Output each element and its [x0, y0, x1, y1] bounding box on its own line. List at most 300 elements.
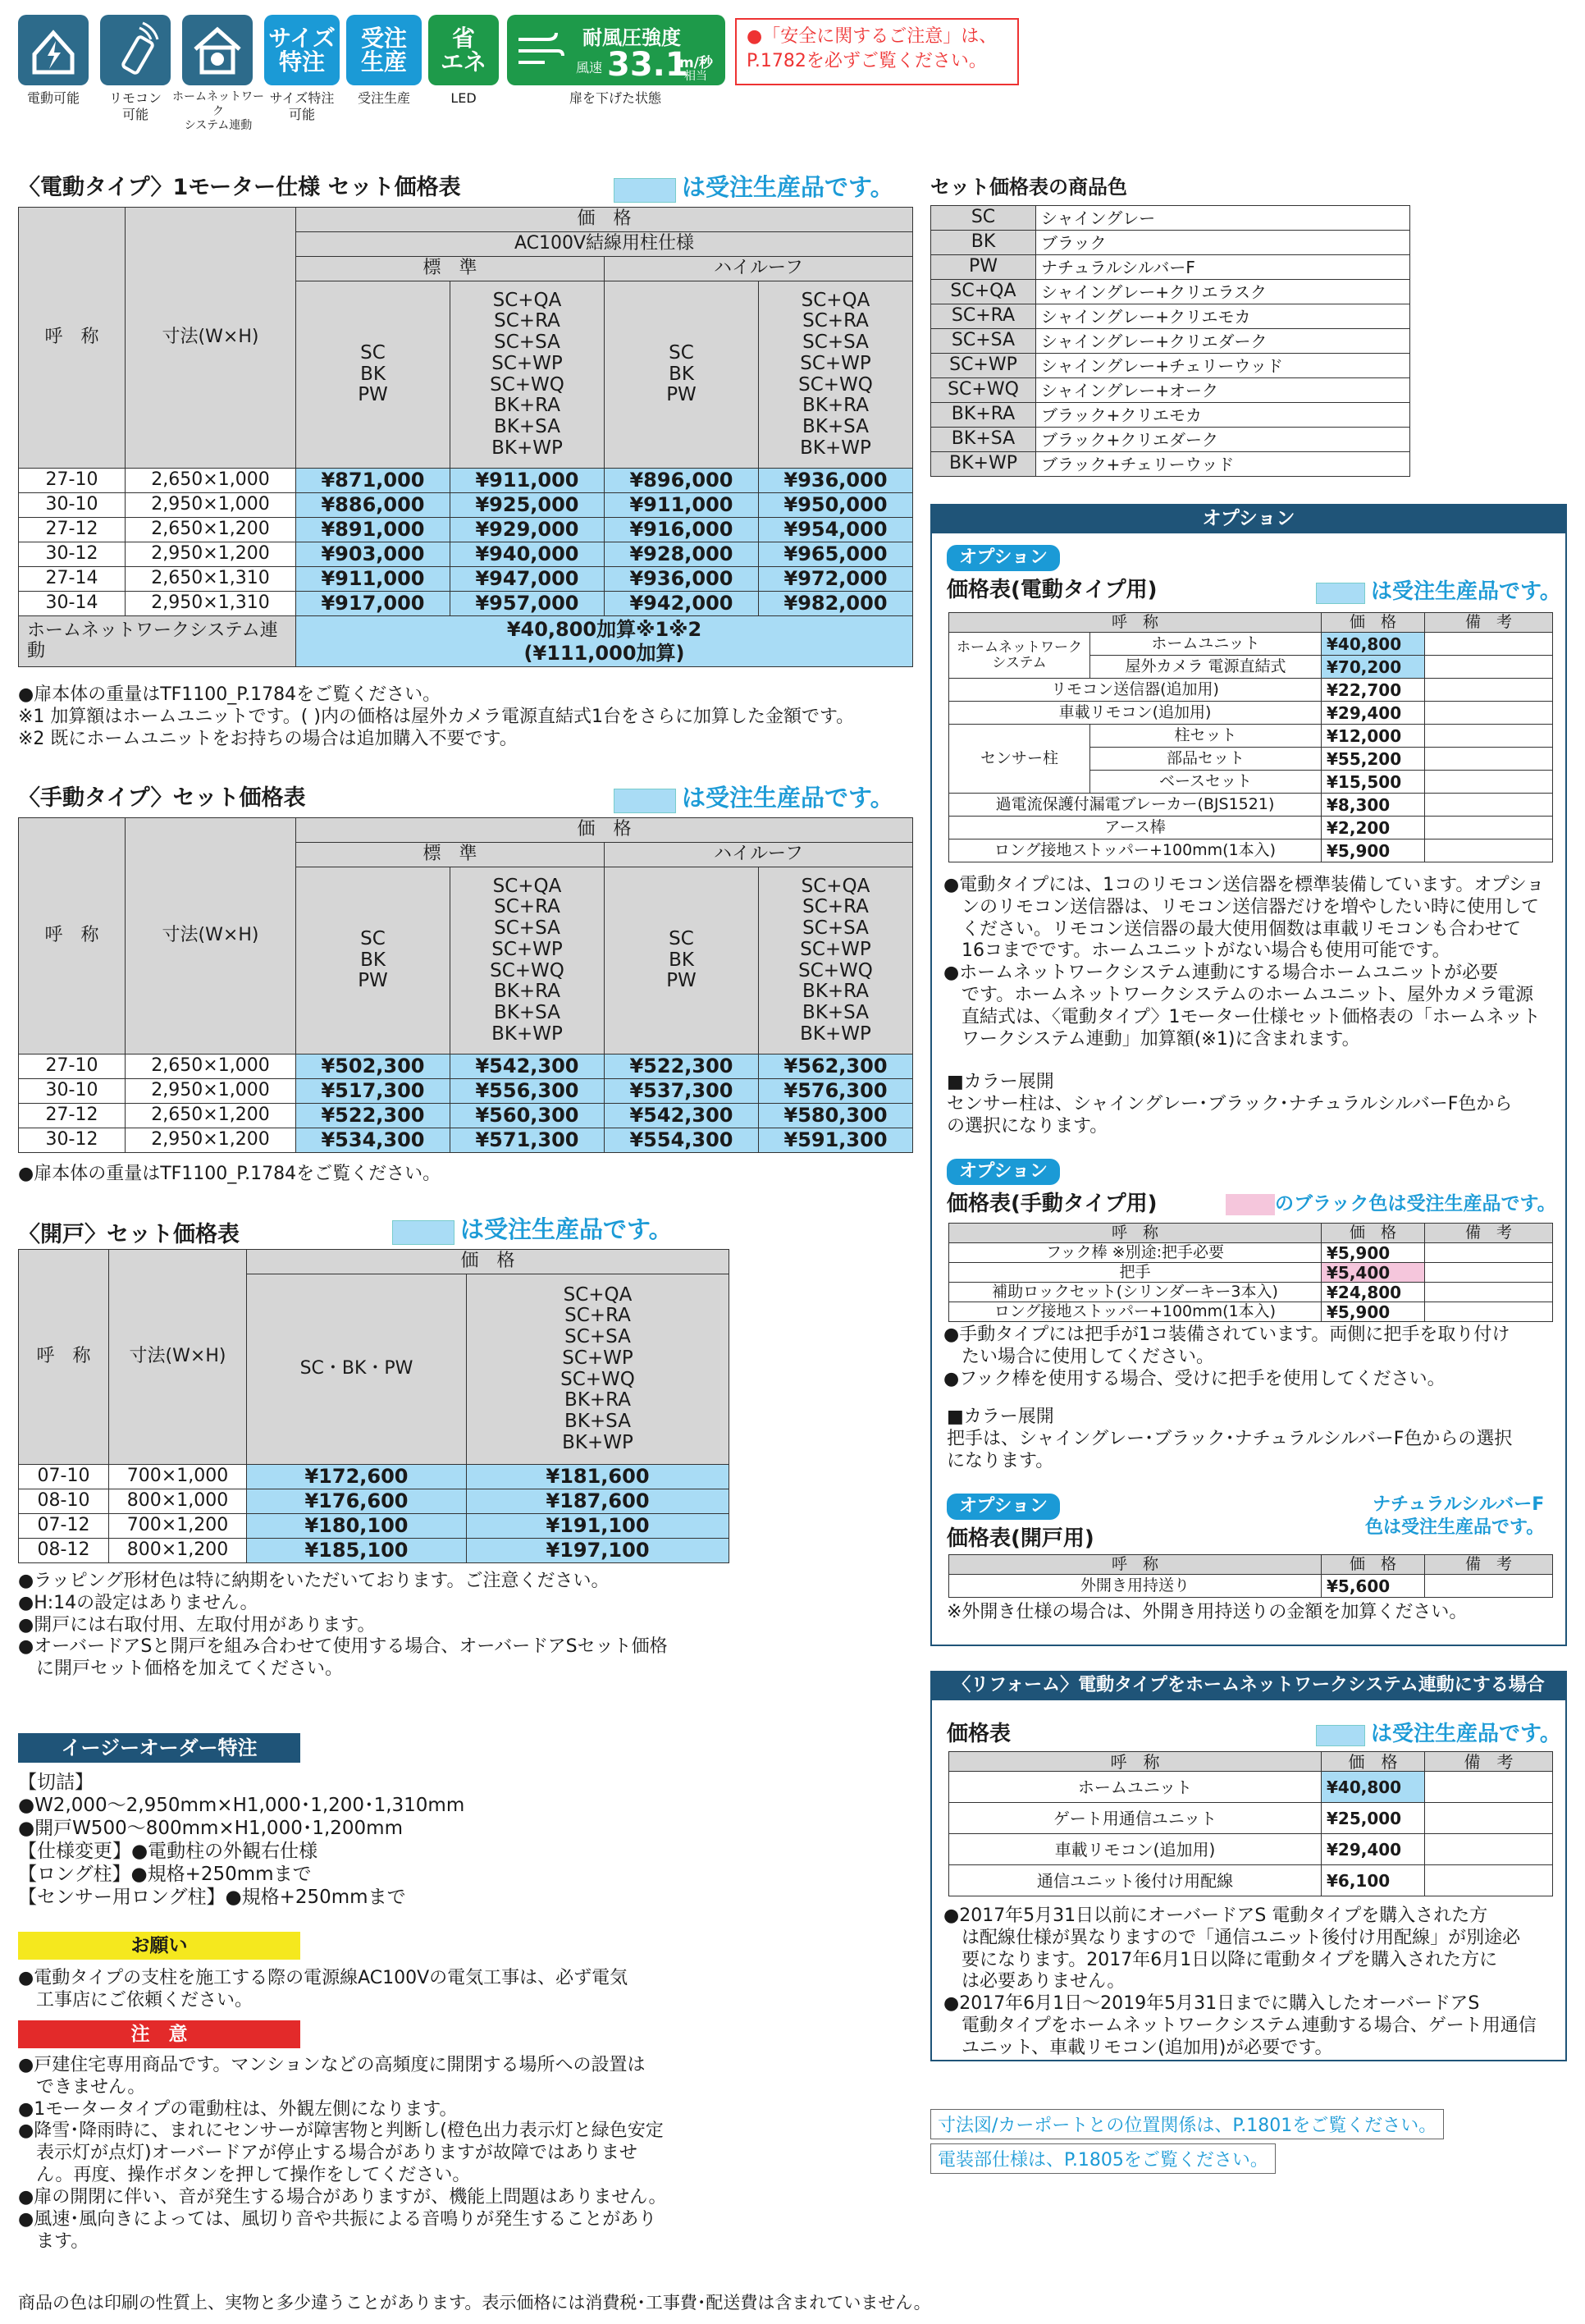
row-price: ¥180,100: [247, 1514, 467, 1539]
reform-table: [948, 1751, 1553, 1896]
opt-s3-price: ¥15,500: [1322, 771, 1425, 794]
table-row: [931, 304, 1410, 329]
row-size: 800×1,200: [109, 1539, 247, 1563]
row-name: 30-10: [19, 1079, 126, 1104]
reform-title: 価格表: [947, 1722, 1012, 1746]
row-name: 27-10: [19, 469, 126, 493]
table-row: [19, 1079, 913, 1104]
option-elec-notes: ●電動タイプには、1コのリモコン送信器を標準装備しています。オプショ ンのリモコン送信器は、リモコン送信器だけを増やしたい時に使用して ください。リモコン送信器の最大使用個数は車載リモコンも合わせて 16コまでです。ホームユニットがない場合も使用可能です。 ●ホームネットワークシステム連動にする場合ホームユニットが必要 です。ホームネットワークシステムのホームユニット、屋外カメラ電源 直結式は、〈電動タイプ〉1モーター仕様セット価格表の「ホームネット ワークシステム連動」加算額(※1)に含まれます。: [943, 875, 1545, 1050]
opt-stopper: ロング接地ストッパー+100mm(1本入): [949, 839, 1322, 862]
h-hi: ハイルーフ: [605, 257, 913, 281]
h-kakaku: 価 格: [296, 208, 913, 232]
table-row: [931, 378, 1410, 403]
option-manual-notes: ●手動タイプには把手が1コ装備されています。両側に把手を取り付け たい場合に使用してください。 ●フック棒を使用する場合、受けに把手を使用してください。: [943, 1324, 1510, 1389]
row-price: ¥925,000: [450, 493, 605, 518]
row-name: 27-12: [19, 1104, 126, 1128]
h-std: 標 準: [296, 843, 605, 867]
opt-s2: 部品セット: [1090, 748, 1322, 771]
legend-swatch: [614, 178, 676, 203]
table-row: [931, 206, 1410, 231]
home-price: ¥40,800加算※1※2 (¥111,000加算): [296, 616, 913, 667]
row-price: ¥982,000: [759, 592, 913, 616]
row-name: 27-14: [19, 567, 126, 592]
icon-label-juchu: 受注生産: [357, 90, 410, 106]
option-manual-table: [948, 1223, 1553, 1322]
row-name: 08-10: [19, 1489, 109, 1514]
opt-home-group: ホームネットワーク システム: [949, 633, 1090, 679]
opt-note-cell: [1425, 1243, 1553, 1263]
option-pill-manual: オプション: [947, 1159, 1060, 1185]
col-a: SC BK PW: [296, 281, 450, 469]
opt-s1-price: ¥12,000: [1322, 725, 1425, 748]
legend-swatch: [1316, 1725, 1365, 1746]
row-price: ¥537,300: [605, 1079, 759, 1104]
legend-text: は受注生産品です。: [682, 784, 894, 812]
row-price: ¥929,000: [450, 518, 605, 542]
row-price: ¥591,300: [759, 1128, 913, 1153]
juchu-badge: 受注 生産: [346, 15, 422, 85]
easy-order-body: 【切詰】 ●W2,000〜2,950mm×H1,000･1,200･1,310mm ●開戸W500〜800mm×H1,000･1,200mm 【仕様変更】●電動柱の外観右仕様 【ロング柱】●規格+250mmまで 【センサー用ロング柱】●規格+250mmまで: [18, 1772, 465, 1909]
reform-price: ¥29,400: [1322, 1834, 1425, 1865]
row-price: ¥562,300: [759, 1054, 913, 1079]
house-icon: [182, 15, 253, 85]
row-name: 30-14: [19, 592, 126, 616]
wind-unit: m/秒: [679, 55, 713, 71]
row-name: 07-10: [19, 1465, 109, 1489]
color-name: シャイングレー+クリエダーク: [1036, 329, 1410, 354]
row-price: ¥942,000: [605, 592, 759, 616]
row-size: 2,650×1,200: [126, 518, 296, 542]
opt-note-cell: [1425, 1302, 1553, 1322]
table-row: [949, 1772, 1553, 1803]
color-code: SC+WQ: [931, 378, 1036, 403]
juchu-legend-electric: [614, 169, 894, 203]
opt-sensor-group: センサー柱: [949, 725, 1090, 794]
h-opt-note: 備 考: [1425, 1224, 1553, 1243]
table-row: [19, 1104, 913, 1128]
row-price: ¥522,300: [296, 1104, 450, 1128]
opt-camera: 屋外カメラ 電源直結式: [1090, 656, 1322, 679]
icon-label-size: サイズ特注 可能: [269, 90, 335, 122]
opt-manual-price: ¥5,900: [1322, 1302, 1425, 1322]
table-row: [19, 1489, 729, 1514]
electric-icon: [18, 15, 89, 85]
ref-dimension: 寸法図/カーポートとの位置関係は、P.1801をご覧ください。: [930, 2109, 1444, 2139]
h-opt-price: 価 格: [1322, 613, 1425, 633]
row-price: ¥911,000: [450, 469, 605, 493]
color-name: ブラック+チェリーウッド: [1036, 452, 1410, 477]
table-row: [931, 231, 1410, 255]
shoene-badge: 省 エネ: [428, 15, 499, 85]
opt-note-cell: [1425, 1283, 1553, 1302]
ref-electric-spec: 電装部仕様は、P.1805をご覧ください。: [930, 2143, 1276, 2174]
electric-title: 〈電動タイプ〉1モーター仕様 セット価格表: [18, 175, 461, 200]
row-price: ¥522,300: [605, 1054, 759, 1079]
row-price: ¥896,000: [605, 469, 759, 493]
color-code: BK+RA: [931, 403, 1036, 428]
opt-manual-item: ロング接地ストッパー+100mm(1本入): [949, 1302, 1322, 1322]
row-size: 700×1,200: [109, 1514, 247, 1539]
color-code: SC+RA: [931, 304, 1036, 329]
row-price: ¥947,000: [450, 567, 605, 592]
opt-home-unit-price: ¥40,800: [1322, 633, 1425, 656]
icon-label-wind: 扉を下げた状態: [569, 90, 661, 106]
reform-item: 通信ユニット後付け用配線: [949, 1865, 1322, 1896]
table-row: [19, 567, 913, 592]
pink-swatch: [1226, 1194, 1275, 1215]
easy-order-bar: イージーオーダー特注: [18, 1733, 300, 1763]
col-b: SC+QA SC+RA SC+SA SC+WP SC+WQ BK+RA BK+SA BK+WP: [467, 1274, 729, 1465]
row-price: ¥891,000: [296, 518, 450, 542]
table-row: [949, 1803, 1553, 1834]
row-size: 2,650×1,310: [126, 567, 296, 592]
row-price: ¥957,000: [450, 592, 605, 616]
h-opt-name: 呼 称: [949, 1752, 1322, 1772]
table-row: [19, 1128, 913, 1153]
color-code: BK: [931, 231, 1036, 255]
col-a: SC BK PW: [605, 867, 759, 1054]
onegai-body: ●電動タイプの支柱を施工する際の電源線AC100Vの電気工事は、必ず電気 工事店にご依頼ください。: [18, 1968, 628, 2011]
opt-remote: リモコン送信器(追加用): [949, 679, 1322, 702]
row-name: 30-10: [19, 493, 126, 518]
color-name: シャイングレー+チェリーウッド: [1036, 354, 1410, 378]
row-size: 2,950×1,000: [126, 1079, 296, 1104]
wind-title: 耐風圧強度: [582, 26, 681, 49]
opt-note-cell: [1425, 1263, 1553, 1283]
icon-label-home-network: ホームネットワーク システム連動: [172, 90, 264, 132]
opt-s3: ベースセット: [1090, 771, 1322, 794]
reform-item: 車載リモコン(追加用): [949, 1834, 1322, 1865]
color-name: ブラック+クリエダーク: [1036, 428, 1410, 452]
row-price: ¥936,000: [759, 469, 913, 493]
table-row: [949, 1283, 1553, 1302]
juchu-legend-reform: [1316, 1717, 1561, 1747]
opt-note-cell: [1425, 656, 1553, 679]
row-name: 07-12: [19, 1514, 109, 1539]
juchu-legend-door: [392, 1211, 673, 1245]
opt-manual-item: 把手: [949, 1263, 1322, 1283]
legend-text: は受注生産品です。: [460, 1215, 673, 1243]
row-price: ¥172,600: [247, 1465, 467, 1489]
legend-swatch: [1316, 583, 1365, 604]
row-size: 2,950×1,000: [126, 493, 296, 518]
wind-sub: 相当: [684, 70, 707, 83]
color-code: SC+QA: [931, 280, 1036, 304]
row-name: 27-10: [19, 1054, 126, 1079]
row-price: ¥187,600: [467, 1489, 729, 1514]
row-name: 27-12: [19, 518, 126, 542]
h-opt-name: 呼 称: [949, 1224, 1322, 1243]
row-price: ¥542,300: [450, 1054, 605, 1079]
h-kakaku: 価 格: [296, 818, 913, 843]
row-size: 2,950×1,310: [126, 592, 296, 616]
color-code: SC+WP: [931, 354, 1036, 378]
opt-manual-price: ¥5,900: [1322, 1243, 1425, 1263]
row-price: ¥542,300: [605, 1104, 759, 1128]
row-price: ¥580,300: [759, 1104, 913, 1128]
table-row: [949, 1834, 1553, 1865]
remote-icon: [100, 15, 171, 85]
opt-manual-price: ¥24,800: [1322, 1283, 1425, 1302]
opt-s1: 柱セット: [1090, 725, 1322, 748]
legend-swatch: [614, 789, 676, 813]
h-opt-note: 備 考: [1425, 613, 1553, 633]
row-price: ¥571,300: [450, 1128, 605, 1153]
row-name: 08-12: [19, 1539, 109, 1563]
table-row: [19, 592, 913, 616]
home-label: ホームネットワークシステム連動: [19, 616, 296, 667]
row-size: 2,950×1,200: [126, 1128, 296, 1153]
row-price: ¥576,300: [759, 1079, 913, 1104]
row-name: 30-12: [19, 542, 126, 567]
h-name: 呼 称: [19, 208, 126, 469]
table-row: [931, 452, 1410, 477]
row-price: ¥871,000: [296, 469, 450, 493]
table-row: [19, 469, 913, 493]
color-name: シャイングレー+クリエモカ: [1036, 304, 1410, 329]
table-row: [19, 493, 913, 518]
table-row: [19, 518, 913, 542]
color-name: ナチュラルシルバーF: [1036, 255, 1410, 280]
option-bar: オプション: [930, 504, 1567, 533]
row-price: ¥176,600: [247, 1489, 467, 1514]
opt-door-price: ¥5,600: [1322, 1575, 1425, 1598]
reform-note-cell: [1425, 1772, 1553, 1803]
h-opt-name: 呼 称: [949, 613, 1322, 633]
option-manual-color: ■カラー展開 把手は、シャイングレー･ブラック･ナチュラルシルバーF色からの選択 になります。: [947, 1407, 1513, 1471]
wind-pressure-badge: [507, 15, 725, 85]
size-tokuchu-badge: サイズ 特注: [264, 15, 340, 85]
table-row: [949, 1243, 1553, 1263]
opt-note-cell: [1425, 771, 1553, 794]
row-name: 30-12: [19, 1128, 126, 1153]
row-price: ¥181,600: [467, 1465, 729, 1489]
safety-notice: ●「安全に関するご注意」は、 P.1782を必ずご覧ください。: [735, 18, 1019, 85]
opt-note-cell: [1425, 679, 1553, 702]
opt-car: 車載リモコン(追加用): [949, 702, 1322, 725]
row-size: 2,950×1,200: [126, 542, 296, 567]
row-price: ¥928,000: [605, 542, 759, 567]
icon-label-electric: 電動可能: [26, 90, 80, 106]
color-name: シャイングレー+オーク: [1036, 378, 1410, 403]
pink-legend: [1226, 1188, 1556, 1215]
opt-s2-price: ¥55,200: [1322, 748, 1425, 771]
manual-price-table: [18, 817, 913, 1153]
h-kakaku: 価 格: [247, 1250, 729, 1274]
col-b: SC+QA SC+RA SC+SA SC+WP SC+WQ BK+RA BK+SA BK+WP: [759, 867, 913, 1054]
color-name: シャイングレー: [1036, 206, 1410, 231]
h-opt-note: 備 考: [1425, 1555, 1553, 1575]
opt-breaker: 過電流保護付漏電ブレーカー(BJS1521): [949, 794, 1322, 817]
row-price: ¥554,300: [605, 1128, 759, 1153]
row-price: ¥965,000: [759, 542, 913, 567]
reform-item: ゲート用通信ユニット: [949, 1803, 1322, 1834]
row-price: ¥936,000: [605, 567, 759, 592]
row-price: ¥940,000: [450, 542, 605, 567]
h-size: 寸法(W×H): [126, 208, 296, 469]
chui-body: ●戸建住宅専用商品です。マンションなどの高頻度に開閉する場所への設置は できません。 ●1モータータイプの電動柱は、外観左側になります。 ●降雪･降雨時に、まれにセンサーが障害物と判断し(橙色出力表示灯と緑色安定 表示灯が点灯)オーバードアが停止する場合がありますが故障ではありませ ん。再度、操作ボタンを押して操作をしてください。 ●扉の開閉に伴い、音が発生する場合がありますが、機能上問題はありません。 ●風速･風向きによっては、風切り音や共振による音鳴りが発生することがあり ます。: [18, 2055, 667, 2252]
row-price: ¥972,000: [759, 567, 913, 592]
col-a: SC BK PW: [296, 867, 450, 1054]
row-price: ¥911,000: [296, 567, 450, 592]
row-price: ¥191,100: [467, 1514, 729, 1539]
h-opt-name: 呼 称: [949, 1555, 1322, 1575]
row-price: ¥556,300: [450, 1079, 605, 1104]
option-door-table: [948, 1554, 1553, 1598]
opt-camera-price: ¥70,200: [1322, 656, 1425, 679]
color-name: ブラック+クリエモカ: [1036, 403, 1410, 428]
row-size: 2,650×1,000: [126, 1054, 296, 1079]
reform-notes: ●2017年5月31日以前にオーバードアS 電動タイプを購入された方 は配線仕様が異なりますので「通信ユニット後付け用配線」が別途必 要になります。2017年6月1日以降に電動タイプを購入された方に は必要ありません。 ●2017年6月1日〜2019年5月31日までに購入したオーバードアS 電動タイプをホームネットワークシステム連動する場合、ゲート用通信 ユニット、車載リモコン(追加用)が必要です。: [943, 1905, 1537, 2058]
colors-title: セット価格表の商品色: [930, 176, 1127, 199]
row-size: 2,650×1,200: [126, 1104, 296, 1128]
opt-manual-item: 補助ロックセット(シリンダーキー3本入): [949, 1283, 1322, 1302]
door-price-table: [18, 1249, 729, 1563]
reform-bar: 〈リフォーム〉電動タイプをホームネットワークシステム連動にする場合: [930, 1671, 1567, 1700]
h-size: 寸法(W×H): [109, 1250, 247, 1465]
row-price: ¥916,000: [605, 518, 759, 542]
door-col-a: SC・BK・PW: [247, 1274, 467, 1465]
juchu-legend-option: [1316, 574, 1561, 605]
option-elec-table: [948, 612, 1553, 862]
reform-note-cell: [1425, 1803, 1553, 1834]
row-price: ¥560,300: [450, 1104, 605, 1128]
h-opt-price: 価 格: [1322, 1555, 1425, 1575]
col-a: SC BK PW: [605, 281, 759, 469]
juchu-legend-manual: [614, 780, 894, 813]
table-row: [931, 280, 1410, 304]
opt-manual-price: ¥5,400: [1322, 1263, 1425, 1283]
row-price: ¥917,000: [296, 592, 450, 616]
manual-title: 〈手動タイプ〉セット価格表: [18, 785, 306, 811]
col-b: SC+QA SC+RA SC+SA SC+WP SC+WQ BK+RA BK+SA BK+WP: [450, 867, 605, 1054]
row-price: ¥954,000: [759, 518, 913, 542]
option-manual-title: 価格表(手動タイプ用): [947, 1192, 1158, 1216]
row-price: ¥950,000: [759, 493, 913, 518]
color-code: SC+SA: [931, 329, 1036, 354]
opt-note-cell: [1425, 794, 1553, 817]
color-code: BK+WP: [931, 452, 1036, 477]
option-door-legend: ナチュラルシルバーF 色は受注生産品です。: [1365, 1494, 1545, 1538]
h-name: 呼 称: [19, 818, 126, 1054]
table-row: [931, 428, 1410, 452]
onegai-bar: お願い: [18, 1932, 300, 1960]
opt-note-cell: [1425, 633, 1553, 656]
table-row: [19, 542, 913, 567]
legend-text: は受注生産品です。: [1371, 579, 1561, 604]
row-size: 2,650×1,000: [126, 469, 296, 493]
opt-home-unit: ホームユニット: [1090, 633, 1322, 656]
reform-note-cell: [1425, 1834, 1553, 1865]
col-b: SC+QA SC+RA SC+SA SC+WP SC+WQ BK+RA BK+SA BK+WP: [759, 281, 913, 469]
col-b: SC+QA SC+RA SC+SA SC+WP SC+WQ BK+RA BK+SA BK+WP: [450, 281, 605, 469]
opt-manual-item: フック棒 ※別途:把手必要: [949, 1243, 1322, 1263]
h-name: 呼 称: [19, 1250, 109, 1465]
opt-note-cell: [1425, 702, 1553, 725]
table-row: [949, 1302, 1553, 1322]
option-door-note: ※外開き仕様の場合は、外開き用持送りの金額を加算ください。: [947, 1602, 1468, 1622]
row-price: ¥534,300: [296, 1128, 450, 1153]
row-price: ¥197,100: [467, 1539, 729, 1563]
row-size: 700×1,000: [109, 1465, 247, 1489]
opt-note-cell: [1425, 817, 1553, 839]
legend-text: は受注生産品です。: [682, 173, 894, 201]
h-opt-price: 価 格: [1322, 1752, 1425, 1772]
row-price: ¥502,300: [296, 1054, 450, 1079]
opt-note-cell: [1425, 725, 1553, 748]
reform-price: ¥6,100: [1322, 1865, 1425, 1896]
manual-notes: ●扉本体の重量はTF1100_P.1784をご覧ください。: [18, 1164, 441, 1184]
opt-car-price: ¥29,400: [1322, 702, 1425, 725]
legend-text: は受注生産品です。: [1371, 1722, 1561, 1746]
opt-breaker-price: ¥8,300: [1322, 794, 1425, 817]
opt-note-cell: [1425, 748, 1553, 771]
h-opt-price: 価 格: [1322, 1224, 1425, 1243]
h-ac: AC100V結線用柱仕様: [296, 232, 913, 257]
table-row: [19, 1054, 913, 1079]
table-row: [931, 255, 1410, 280]
color-code: PW: [931, 255, 1036, 280]
color-name: ブラック: [1036, 231, 1410, 255]
row-price: ¥886,000: [296, 493, 450, 518]
table-row: [19, 1514, 729, 1539]
h-opt-note: 備 考: [1425, 1752, 1553, 1772]
h-std: 標 準: [296, 257, 605, 281]
row-price: ¥911,000: [605, 493, 759, 518]
reform-note-cell: [1425, 1865, 1553, 1896]
row-size: 800×1,000: [109, 1489, 247, 1514]
icon-label-led: LED: [450, 90, 477, 106]
colors-table: [930, 205, 1410, 477]
door-notes: ●ラッピング形材色は特に納期をいただいております。ご注意ください。 ●H:14の設定はありません。 ●開戸には右取付用、左取付用があります。 ●オーバードアSと開戸を組み合わせて使用する場合、オーバードアSセット価格 に開戸セット価格を加えてください。: [18, 1571, 668, 1680]
table-row: [931, 403, 1410, 428]
h-size: 寸法(W×H): [126, 818, 296, 1054]
opt-earth: アース棒: [949, 817, 1322, 839]
opt-stopper-price: ¥5,900: [1322, 839, 1425, 862]
pink-legend-text: のブラック色は受注生産品です。: [1275, 1193, 1556, 1215]
opt-note-cell: [1425, 1575, 1553, 1598]
electric-notes: ●扉本体の重量はTF1100_P.1784をご覧ください。 ※1 加算額はホームユニットです。( )内の価格は屋外カメラ電源直結式1台をさらに加算した金額です。 ※2 既にホームユニットをお持ちの場合は追加購入不要です。: [18, 684, 855, 749]
reform-price: ¥40,800: [1322, 1772, 1425, 1803]
color-code: SC: [931, 206, 1036, 231]
option-pill-door: オプション: [947, 1494, 1060, 1520]
electric-price-table: [18, 207, 913, 667]
icon-label-remote: リモコン 可能: [108, 90, 162, 122]
opt-earth-price: ¥2,200: [1322, 817, 1425, 839]
color-code: BK+SA: [931, 428, 1036, 452]
option-door-title: 価格表(開戸用): [947, 1526, 1094, 1551]
chui-bar: 注 意: [18, 2020, 300, 2048]
opt-note-cell: [1425, 839, 1553, 862]
color-name: シャイングレー+クリエラスク: [1036, 280, 1410, 304]
legend-swatch: [392, 1220, 454, 1245]
opt-remote-price: ¥22,700: [1322, 679, 1425, 702]
footer-note: 商品の色は印刷の性質上、実物と多少違うことがあります。表示価格には消費税･工事費･配送費は含まれていません。: [18, 2293, 931, 2313]
option-pill-elec: オプション: [947, 545, 1060, 571]
reform-price: ¥25,000: [1322, 1803, 1425, 1834]
table-row: [949, 1865, 1553, 1896]
table-row: [19, 1465, 729, 1489]
row-price: ¥517,300: [296, 1079, 450, 1104]
row-price: ¥185,100: [247, 1539, 467, 1563]
opt-door-item: 外開き用持送り: [949, 1575, 1322, 1598]
table-row: [931, 354, 1410, 378]
door-title: 〈開戸〉セット価格表: [18, 1222, 240, 1247]
h-hi: ハイルーフ: [605, 843, 913, 867]
reform-item: ホームユニット: [949, 1772, 1322, 1803]
row-price: ¥903,000: [296, 542, 450, 567]
option-elec-color: ■カラー展開 センサー柱は、シャイングレー･ブラック･ナチュラルシルバーF色から の選択になります。: [947, 1072, 1513, 1137]
